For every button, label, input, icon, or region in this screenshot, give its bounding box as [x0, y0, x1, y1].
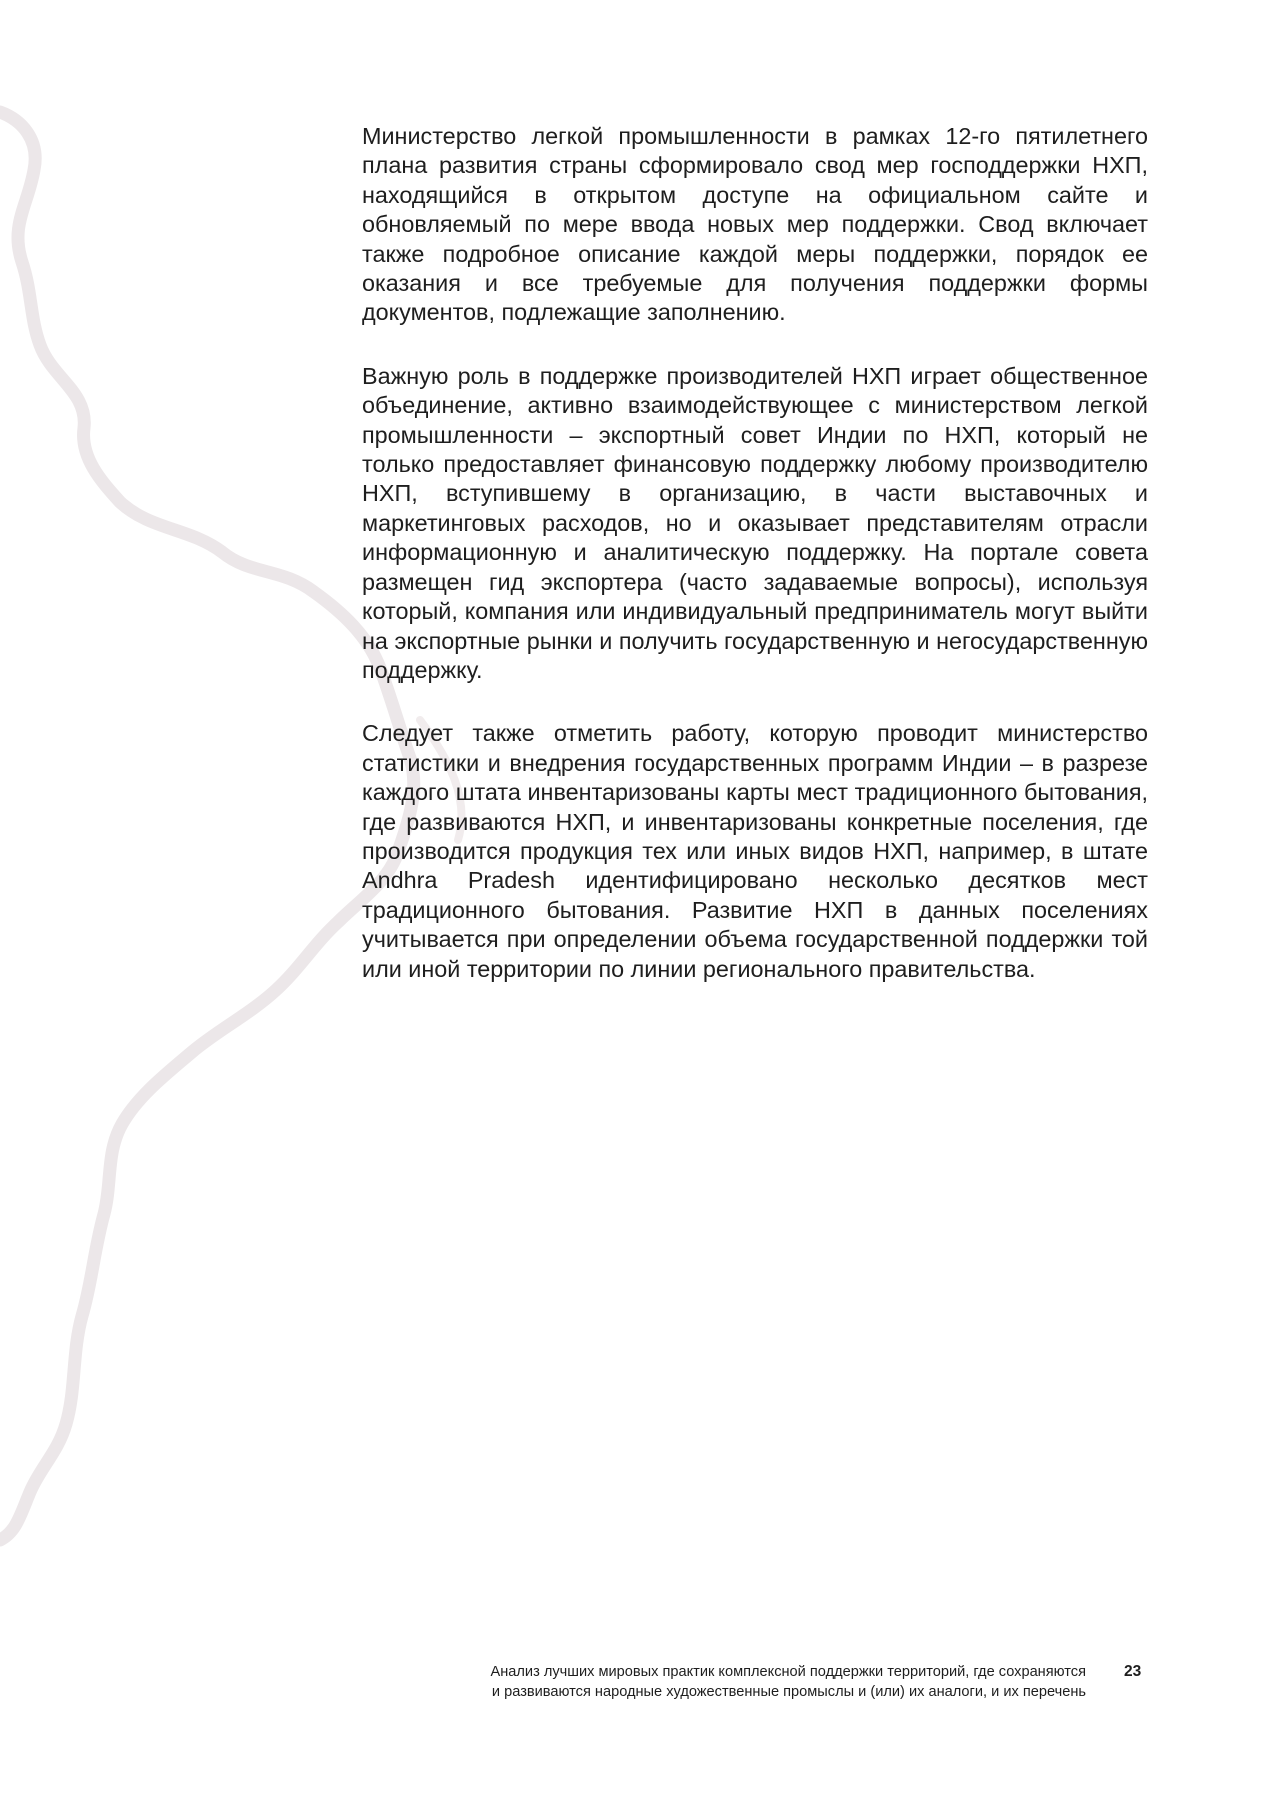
- page-number: 23: [1124, 1663, 1142, 1680]
- paragraph-2: Важную роль в поддержке производителей НХП играет общественное объединение, активно взаимодействующее с министерством легкой промышленности – экспортный совет Индии по НХП, который не только предоставляет финансовую поддержку любому производителю НХП, вступившему в организацию, в части выставочных и маркетинговых расходов, но и оказывает представителям отрасли информационную и аналитическую поддержку. На портале совета размещен гид экспортера (часто задаваемые вопросы), используя который, компания или индивидуальный предприниматель могут выйти на экспортные рынки и получить государственную и негосударственную поддержку.: [362, 362, 1148, 683]
- running-footer: [380, 1663, 1086, 1702]
- paragraph-1: Министерство легкой промышленности в рамках 12-го пятилетнего плана развития страны сформировало свод мер господдержки НХП, находящийся в открытом доступе на официальном сайте и обновляемый по мере ввода новых мер поддержки. Свод включает также подробное описание каждой меры поддержки, порядок ее оказания и все требуемые для получения поддержки формы документов, подлежащие заполнению.: [362, 123, 1148, 326]
- footer-line-2: и развиваются народные художественные промыслы и (или) их аналоги, и их перечень: [491, 1683, 1086, 1700]
- footer-line-1: Анализ лучших мировых практик комплексной поддержки территорий, где сохраняются: [490, 1664, 1086, 1680]
- body-text: [362, 122, 1148, 1018]
- map-outline-path: [0, 112, 414, 1540]
- paragraph-3: Следует также отметить работу, которую проводит министерство статистики и внедрения государственных программ Индии – в разрезе каждого штата инвентаризованы карты мест традиционного бытования, где развиваются НХП, и инвентаризованы конкретные поселения, где производится продукция тех или иных видов НХП, например, в штате Andhra Pradesh идентифицировано несколько десятков мест традиционного бытования. Развитие НХП в данных поселениях учитывается при определении объема государственной поддержки той или иной территории по линии регионального правительства.: [362, 720, 1148, 982]
